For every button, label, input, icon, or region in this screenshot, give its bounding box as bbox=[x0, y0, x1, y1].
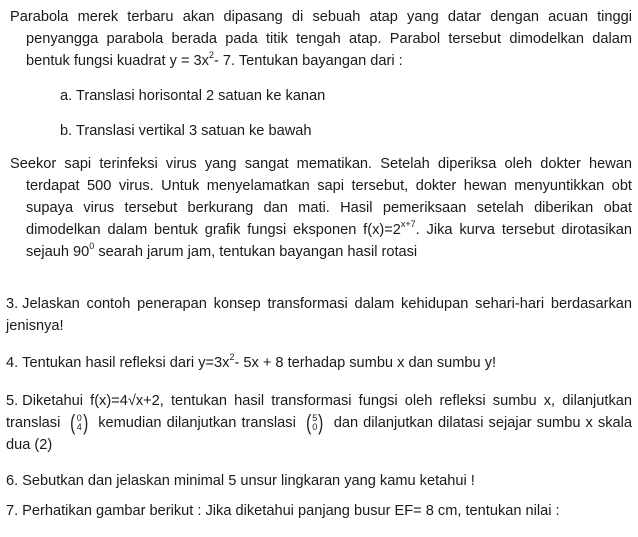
question-4 bbox=[6, 352, 632, 374]
question-number: 5. bbox=[6, 393, 19, 409]
question-number: 3. bbox=[6, 296, 19, 312]
question-number: 6. bbox=[6, 473, 19, 489]
question-text: Seekor sapi terinfeksi virus yang sangat mematikan. Setelah diperiksa oleh dokter hewan terdapat 500 virus. Untuk menyelamatkan sapi tersebut, dokter hewan menyuntikkan obt supaya virus tersebut berkurang dan mati. Hasil pemeriksaan setelah diberikan obat dimodelkan dalam bentuk grafik fungsi eksponen f(x)=2 bbox=[10, 156, 632, 238]
exponent: 2 bbox=[229, 352, 235, 362]
question-text: Diketahui f(x)=4√x+2, tentukan hasil transformasi fungsi oleh refleksi sumbu x, dilanjutkan translasi bbox=[6, 393, 632, 431]
question-1-option-b: b. Translasi vertikal 3 satuan ke bawah bbox=[60, 123, 312, 139]
exponent: x+7 bbox=[400, 219, 416, 229]
question-text: Perhatikan gambar berikut : Jika diketahui panjang busur EF= 8 cm, tentukan nilai : bbox=[22, 503, 560, 519]
question-number: 7. bbox=[6, 503, 19, 519]
question-1-option-a: a. Translasi horisontal 2 satuan ke kanan bbox=[60, 88, 326, 104]
question-text: . Jika kurva tersebut dirotasikan sejauh 90 bbox=[26, 222, 632, 260]
question-text: - 5x + 8 terhadap sumbu x dan sumbu y! bbox=[234, 355, 497, 371]
exponent: 2 bbox=[208, 50, 214, 60]
paren-right: ) bbox=[82, 410, 89, 436]
question-number: 4. bbox=[6, 355, 19, 371]
vector-top: 0 bbox=[76, 413, 82, 424]
paren-left: ( bbox=[306, 410, 312, 436]
question-6 bbox=[6, 470, 632, 492]
question-text: dan dilanjutkan dilatasi sejajar sumbu x skala dua (2) bbox=[6, 415, 633, 454]
question-text: Jelaskan contoh penerapan konsep transformasi dalam kehidupan sehari-hari berdasarkan jenisnya! bbox=[6, 296, 632, 334]
question-text: kemudian dilanjutkan translasi bbox=[98, 415, 296, 431]
question-text: - 7. Tentukan bayangan dari : bbox=[213, 53, 403, 69]
translation-vector-2 bbox=[305, 412, 325, 434]
question-7 bbox=[6, 500, 632, 522]
question-text: Tentukan hasil refleksi dari y=3x bbox=[22, 355, 230, 371]
degree-exponent: 0 bbox=[89, 241, 95, 251]
question-1 bbox=[6, 6, 632, 72]
question-3 bbox=[6, 293, 632, 337]
question-2 bbox=[6, 153, 632, 263]
paren-left: ( bbox=[70, 410, 76, 436]
translation-vector-1 bbox=[69, 412, 89, 434]
vector-top: 5 bbox=[312, 413, 318, 424]
question-text: searah jarum jam, tentukan bayangan hasil rotasi bbox=[94, 244, 418, 260]
question-5 bbox=[6, 390, 632, 456]
vector-bottom: 0 bbox=[312, 422, 318, 433]
vector-bottom: 4 bbox=[76, 422, 82, 433]
question-text: Sebutkan dan jelaskan minimal 5 unsur lingkaran yang kamu ketahui ! bbox=[22, 473, 475, 489]
paren-right: ) bbox=[318, 410, 324, 436]
question-text: Parabola merek terbaru akan dipasang di sebuah atap yang datar dengan acuan tinggi penyangga parabola berada pada titik tengah atap. Parabol tersebut dimodelkan dalam bentuk fungsi kuadrat y = 3x bbox=[10, 9, 632, 69]
